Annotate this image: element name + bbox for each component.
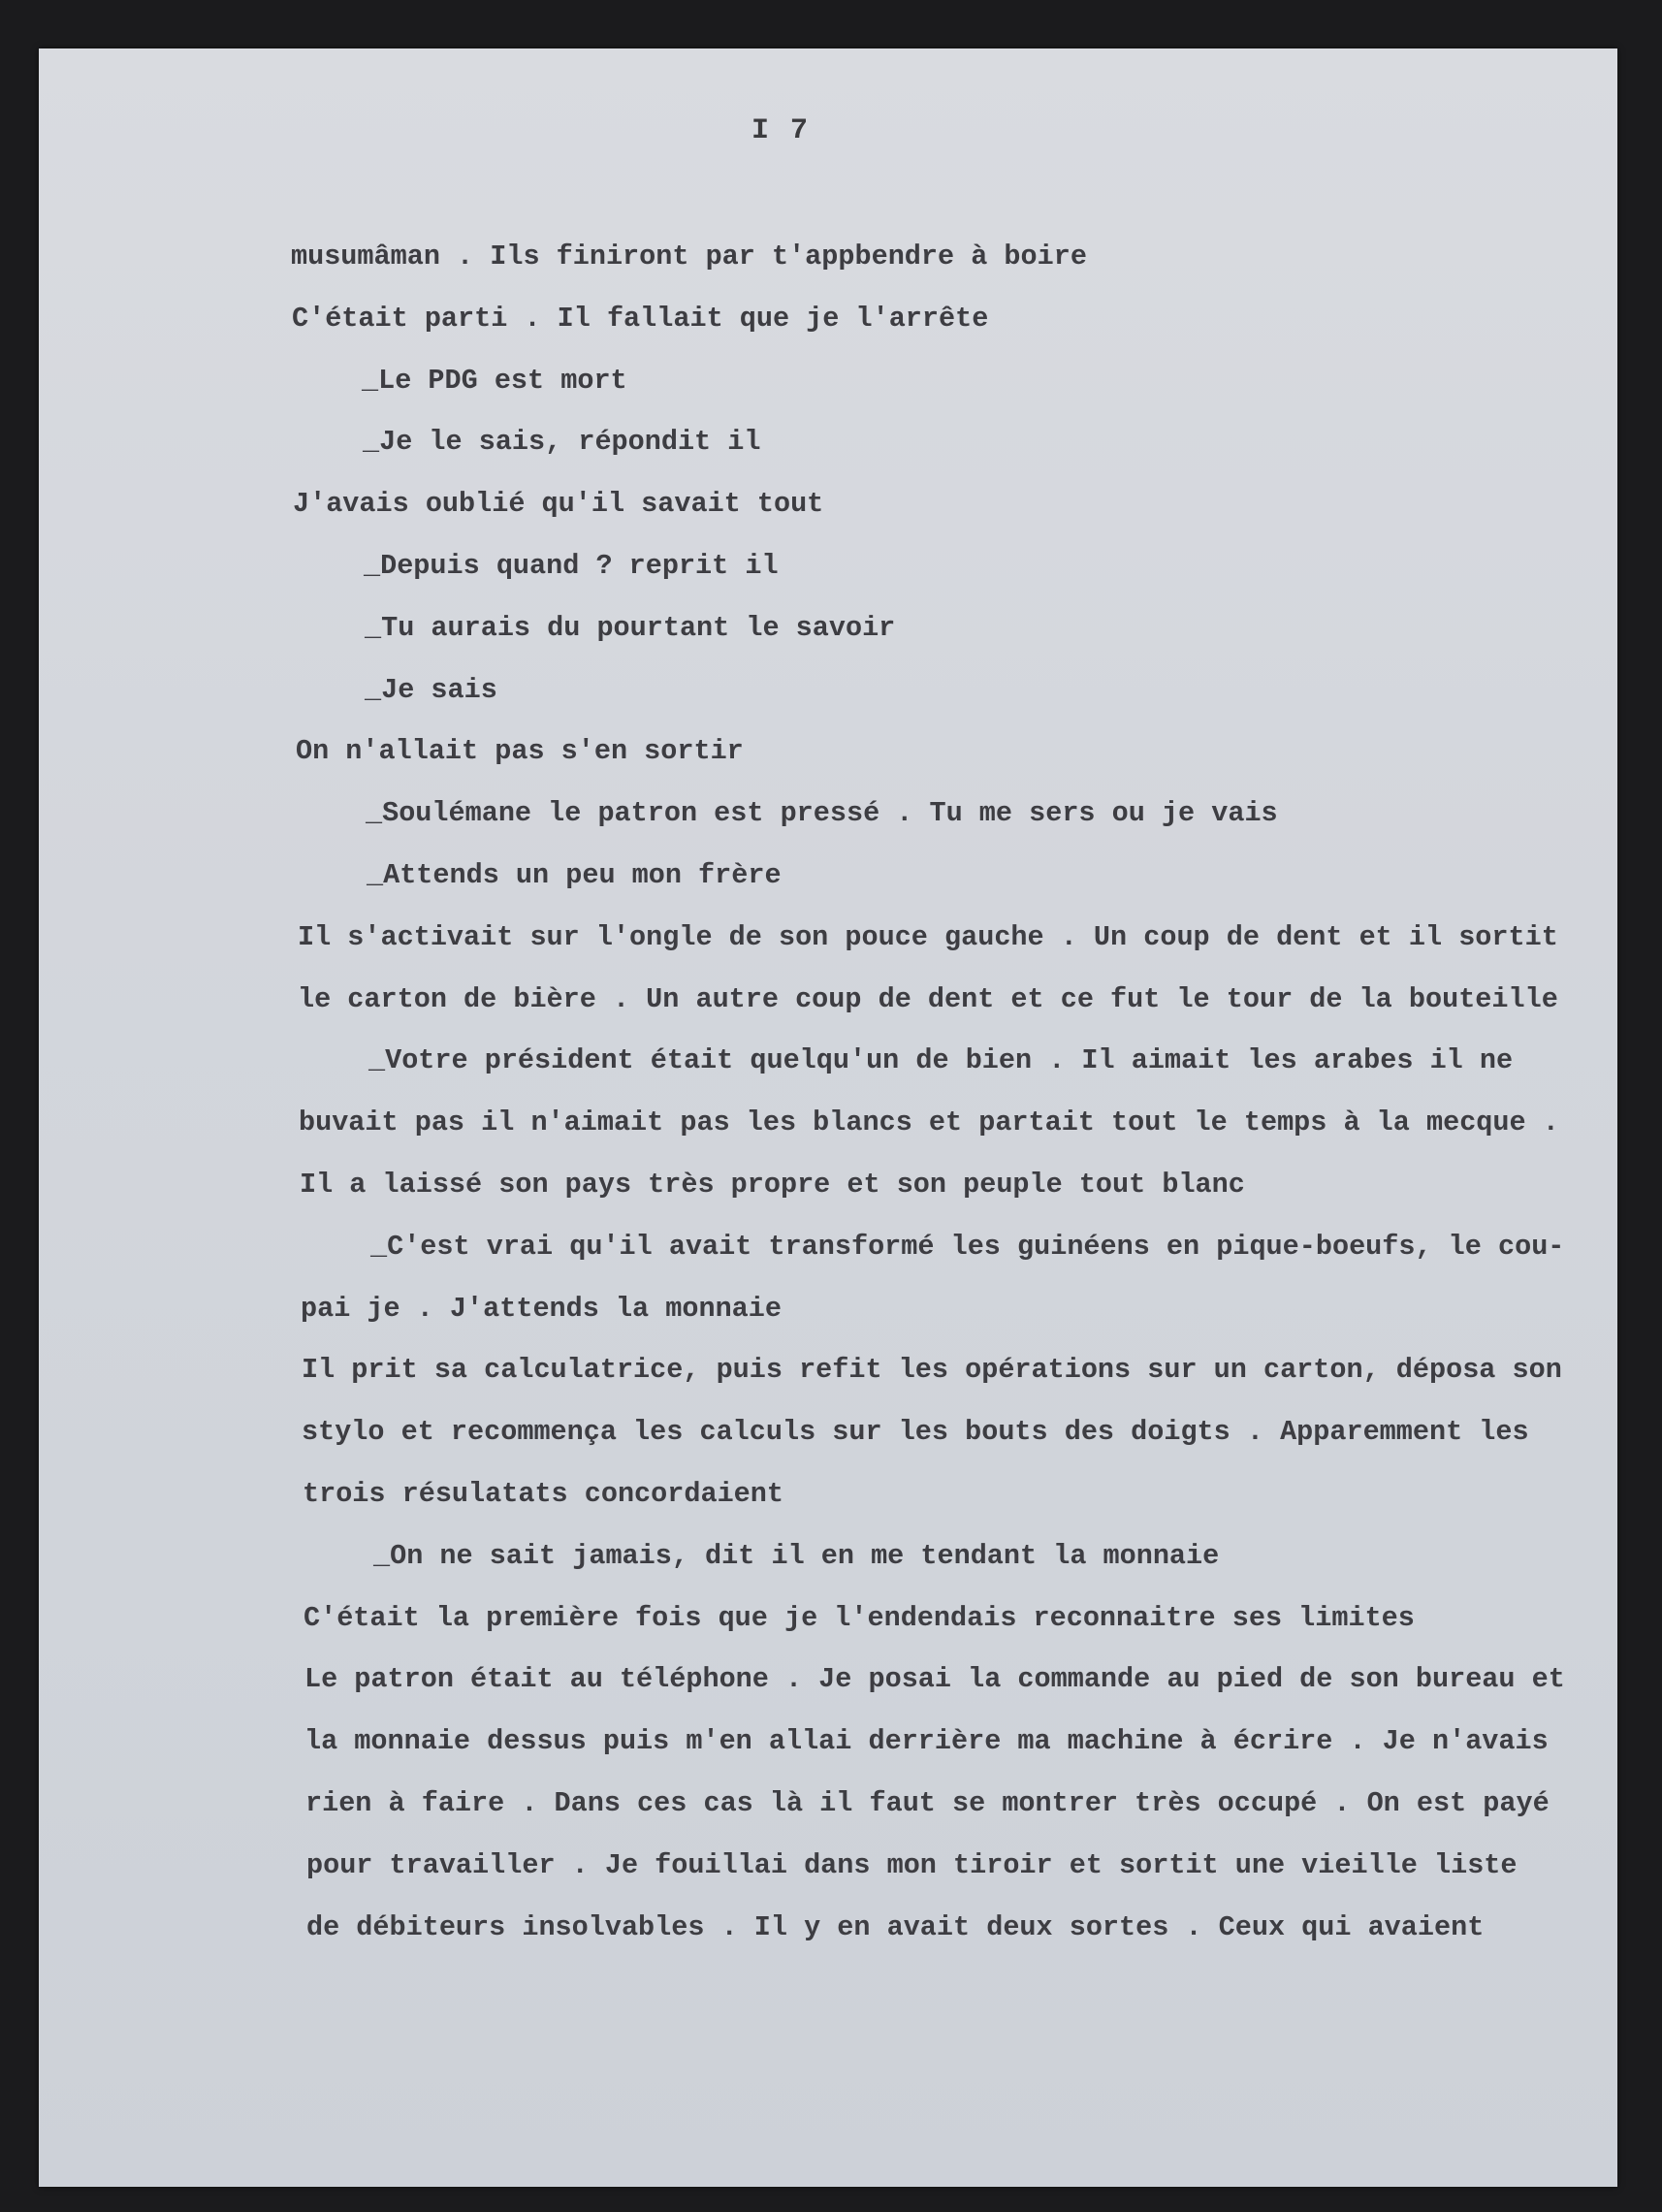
dialogue-line: _Je le sais, répondit il	[363, 426, 761, 459]
text-line: Il s'activait sur l'ongle de son pouce gauche . Un coup de dent et il sortit	[298, 920, 1558, 953]
dialogue-line: _Tu aurais du pourtant le savoir	[365, 611, 896, 644]
dialogue-line: _Soulémane le patron est pressé . Tu me sers ou je vais	[366, 797, 1278, 830]
text-line: On n'allait pas s'en sortir	[296, 735, 744, 768]
text-line: pai je . J'attends la monnaie	[301, 1292, 782, 1325]
text-line: pour travailler . Je fouillai dans mon tiroir et sortit une vieille liste	[306, 1848, 1518, 1881]
text-line: stylo et recommença les calculs sur les bouts des doigts . Apparemment les	[302, 1416, 1529, 1449]
dialogue-line: _Depuis quand ? reprit il	[364, 549, 779, 582]
text-line: le carton de bière . Un autre coup de dent et ce fut le tour de la bouteille	[298, 982, 1558, 1015]
text-line: la monnaie dessus puis m'en allai derrière ma machine à écrire . Je n'avais	[304, 1725, 1549, 1758]
dialogue-line: _Votre président était quelqu'un de bien . Il aimait les arabes il ne	[368, 1044, 1514, 1077]
text-line: rien à faire . Dans ces cas là il faut se montrer très occupé . On est payé	[305, 1786, 1550, 1819]
text-line: musumâman . Ils finiront par t'appbendre à boire	[291, 240, 1087, 272]
text-line: C'était parti . Il fallait que je l'arrête	[292, 302, 989, 335]
text-line: Le patron était au téléphone . Je posai la commande au pied de son bureau et	[304, 1663, 1565, 1696]
text-line: trois résulatats concordaient	[303, 1477, 783, 1510]
text-line: de débiteurs insolvables . Il y en avait deux sortes . Ceux qui avaient	[306, 1910, 1485, 1943]
text-line: J'avais oublié qu'il savait tout	[293, 488, 824, 521]
text-line: Il prit sa calculatrice, puis refit les opérations sur un carton, déposa son	[302, 1354, 1562, 1387]
dialogue-line: _Le PDG est mort	[362, 364, 627, 397]
page-number: I 7	[751, 114, 811, 147]
dialogue-line: _Attends un peu mon frère	[367, 858, 782, 891]
text-line: Il a laissé son pays très propre et son peuple tout blanc	[300, 1168, 1245, 1201]
dialogue-line: _Je sais	[365, 673, 497, 706]
text-line: buvait pas il n'aimait pas les blancs et partait tout le temps à la mecque .	[299, 1106, 1559, 1139]
dialogue-line: _On ne sait jamais, dit il en me tendant la monnaie	[373, 1539, 1220, 1572]
dialogue-line: _C'est vrai qu'il avait transformé les guinéens en pique-boeufs, le cou-	[370, 1230, 1565, 1263]
text-line: C'était la première fois que je l'endendais reconnaitre ses limites	[304, 1601, 1415, 1634]
body-text	[291, 226, 1610, 1958]
